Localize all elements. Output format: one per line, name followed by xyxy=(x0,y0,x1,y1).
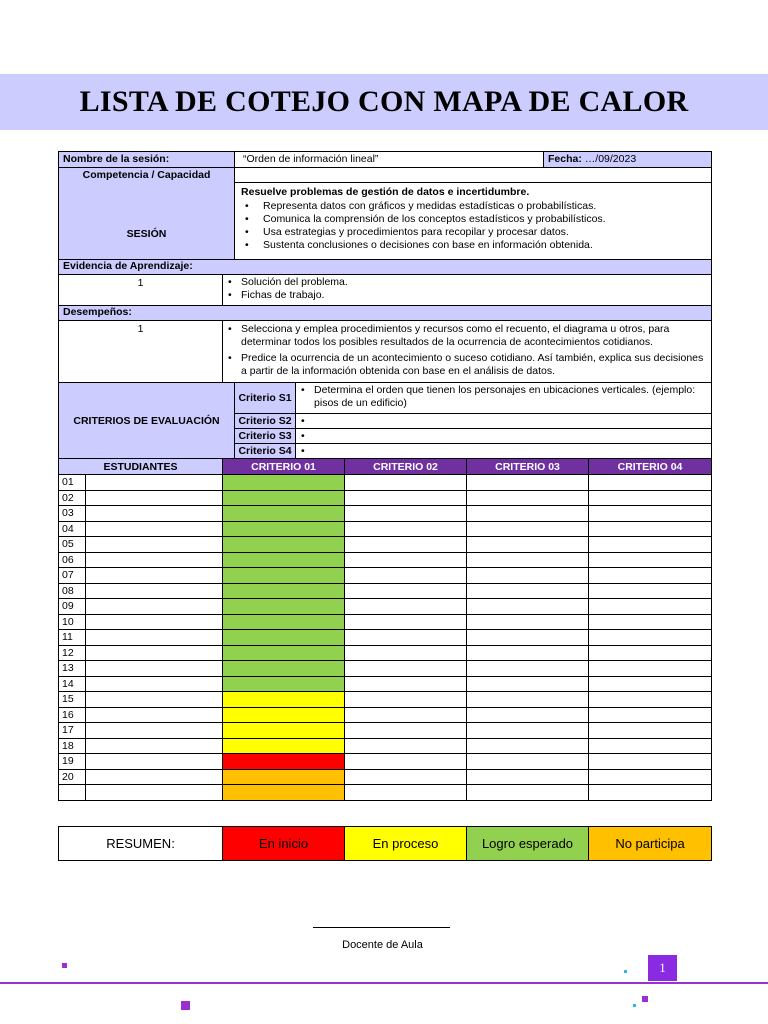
criterio-1-cell xyxy=(223,738,345,754)
criterio-4-cell xyxy=(589,614,712,630)
sesion-label: SESIÓN xyxy=(126,228,167,240)
student-number: 09 xyxy=(59,599,86,615)
student-name-cell xyxy=(86,754,223,770)
student-name-cell xyxy=(86,583,223,599)
student-row xyxy=(59,630,712,646)
criterio-3-cell xyxy=(467,723,589,739)
criterio-4-cell xyxy=(589,785,712,801)
heatmap-body xyxy=(59,475,712,801)
criterio-2-cell xyxy=(345,723,467,739)
student-row xyxy=(59,769,712,785)
student-row xyxy=(59,583,712,599)
student-row xyxy=(59,738,712,754)
criterio-s2-label: Criterio S2 xyxy=(235,414,296,429)
criterio-1-cell xyxy=(223,785,345,801)
resumen-label: RESUMEN: xyxy=(59,827,223,861)
criterio-1-cell xyxy=(223,568,345,584)
student-name-cell xyxy=(86,475,223,491)
criterio-3-cell xyxy=(467,537,589,553)
criterio-2-cell xyxy=(345,475,467,491)
student-number: 10 xyxy=(59,614,86,630)
evidencia-item: • Fichas de trabajo. xyxy=(227,289,707,302)
student-row xyxy=(59,568,712,584)
criterio-s3-content xyxy=(296,429,712,444)
criterio-1-cell xyxy=(223,506,345,522)
student-name-cell xyxy=(86,537,223,553)
criterio-3-cell xyxy=(467,707,589,723)
decor-dot-icon xyxy=(633,1004,636,1007)
criterio-4-cell xyxy=(589,630,712,646)
criterio-2-cell xyxy=(345,661,467,677)
student-row xyxy=(59,676,712,692)
criterio-4-cell xyxy=(589,490,712,506)
student-name-cell xyxy=(86,769,223,785)
student-row xyxy=(59,754,712,770)
student-number: 04 xyxy=(59,521,86,537)
session-name-label: Nombre de la sesión: xyxy=(59,152,235,168)
evidencia-content xyxy=(223,275,712,306)
capacidad-item: • Usa estrategias y procedimientos para recopilar y procesar datos. xyxy=(241,226,705,239)
student-number: 01 xyxy=(59,475,86,491)
desempenos-content xyxy=(223,321,712,383)
criterio-3-cell xyxy=(467,769,589,785)
student-row xyxy=(59,490,712,506)
criterio-1-cell xyxy=(223,723,345,739)
criterio-3-cell xyxy=(467,583,589,599)
student-row xyxy=(59,506,712,522)
criterio-header: CRITERIO 04 xyxy=(589,459,712,475)
criterio-3-cell xyxy=(467,490,589,506)
competencia-blank-row xyxy=(235,168,711,183)
criterio-2-cell xyxy=(345,583,467,599)
student-name-cell xyxy=(86,676,223,692)
criterio-1-cell xyxy=(223,692,345,708)
criterio-4-cell xyxy=(589,506,712,522)
criterio-4-cell xyxy=(589,475,712,491)
signature-label: Docente de Aula xyxy=(342,939,423,951)
criterio-s4-label: Criterio S4 xyxy=(235,444,296,460)
legend-logro-esperado: Logro esperado xyxy=(467,827,589,861)
student-number: 08 xyxy=(59,583,86,599)
student-name-cell xyxy=(86,506,223,522)
date-label: Fecha: xyxy=(548,153,582,165)
criterio-3-cell xyxy=(467,645,589,661)
criterio-4-cell xyxy=(589,661,712,677)
student-number: 14 xyxy=(59,676,86,692)
criterio-3-cell xyxy=(467,475,589,491)
student-name-cell xyxy=(86,661,223,677)
bullet-icon: • xyxy=(301,414,305,427)
signature-line xyxy=(313,927,450,928)
session-name-value: “Orden de información lineal” xyxy=(235,152,544,168)
student-number: 18 xyxy=(59,738,86,754)
student-number: 06 xyxy=(59,552,86,568)
decor-square-icon xyxy=(642,996,648,1002)
criterio-2-cell xyxy=(345,490,467,506)
criterio-2-cell xyxy=(345,630,467,646)
desempenos-list xyxy=(227,323,707,378)
criterio-4-cell xyxy=(589,738,712,754)
capacidad-item: • Comunica la comprensión de los conceptos estadísticos y probabilísticos. xyxy=(241,213,705,226)
page-title: LISTA DE COTEJO CON MAPA DE CALOR xyxy=(79,85,689,118)
criterio-2-cell xyxy=(345,738,467,754)
student-name-cell xyxy=(86,490,223,506)
student-number: 03 xyxy=(59,506,86,522)
resumen-legend xyxy=(58,826,712,861)
session-info-table xyxy=(58,151,712,460)
criterio-4-cell xyxy=(589,676,712,692)
student-name-cell xyxy=(86,599,223,615)
student-row xyxy=(59,661,712,677)
student-name-cell xyxy=(86,707,223,723)
student-row xyxy=(59,645,712,661)
student-name-cell xyxy=(86,738,223,754)
student-number: 20 xyxy=(59,769,86,785)
criterio-1-cell xyxy=(223,676,345,692)
criterio-s1-content xyxy=(296,383,712,414)
criterio-2-cell xyxy=(345,645,467,661)
student-number: 19 xyxy=(59,754,86,770)
student-name-cell xyxy=(86,692,223,708)
criterio-1-cell xyxy=(223,707,345,723)
student-row xyxy=(59,537,712,553)
competencia-label: Competencia / Capacidad xyxy=(82,169,211,181)
student-row xyxy=(59,785,712,801)
criterio-2-cell xyxy=(345,692,467,708)
student-name-cell xyxy=(86,568,223,584)
student-name-cell xyxy=(86,630,223,646)
criterio-1-cell xyxy=(223,754,345,770)
criterio-header: CRITERIO 02 xyxy=(345,459,467,475)
legend-en-inicio: En inicio xyxy=(223,827,345,861)
legend-en-proceso: En proceso xyxy=(345,827,467,861)
evidencia-label: Evidencia de Aprendizaje: xyxy=(59,260,712,275)
criterio-3-cell xyxy=(467,599,589,615)
criterio-header: CRITERIO 03 xyxy=(467,459,589,475)
criterio-4-cell xyxy=(589,537,712,553)
criterio-3-cell xyxy=(467,521,589,537)
evidencia-number: 1 xyxy=(59,275,223,306)
criterio-1-cell xyxy=(223,552,345,568)
student-row xyxy=(59,614,712,630)
criterio-s2-content xyxy=(296,414,712,429)
session-date xyxy=(544,152,712,168)
page-number: 1 xyxy=(648,955,677,981)
student-number: 05 xyxy=(59,537,86,553)
criterio-4-cell xyxy=(589,723,712,739)
student-number: 07 xyxy=(59,568,86,584)
desempeno-item: • Predice la ocurrencia de un acontecimiento o suceso cotidiano. Así también, explica sus decisiones a partir de la información obtenida con base en el análisis de datos. xyxy=(227,352,707,378)
criterio-3-cell xyxy=(467,661,589,677)
criterio-1-cell xyxy=(223,769,345,785)
student-number: 16 xyxy=(59,707,86,723)
criterio-2-cell xyxy=(345,785,467,801)
student-row xyxy=(59,707,712,723)
criterio-header: CRITERIO 01 xyxy=(223,459,345,475)
student-row xyxy=(59,692,712,708)
decor-square-icon xyxy=(62,963,67,968)
criterio-1-cell xyxy=(223,475,345,491)
student-name-cell xyxy=(86,552,223,568)
criterio-2-cell xyxy=(345,552,467,568)
criterio-4-cell xyxy=(589,521,712,537)
student-name-cell xyxy=(86,521,223,537)
student-row xyxy=(59,723,712,739)
student-number: 02 xyxy=(59,490,86,506)
criterio-4-cell xyxy=(589,754,712,770)
criterio-4-cell xyxy=(589,568,712,584)
capacidades-list xyxy=(241,200,705,252)
desempenos-label: Desempeños: xyxy=(59,306,712,321)
criterio-4-cell xyxy=(589,692,712,708)
decor-dot-icon xyxy=(624,970,627,973)
criterio-s3-label: Criterio S3 xyxy=(235,429,296,444)
footer-line xyxy=(0,982,768,984)
evidencia-list xyxy=(227,276,707,302)
capacidad-item: • Representa datos con gráficos y medidas estadísticas o probabilísticas. xyxy=(241,200,705,213)
student-name-cell xyxy=(86,785,223,801)
criterio-2-cell xyxy=(345,506,467,522)
student-number: 15 xyxy=(59,692,86,708)
student-number: 12 xyxy=(59,645,86,661)
date-value: …/09/2023 xyxy=(584,153,637,165)
criterio-s1-text: • Determina el orden que tienen los personajes en ubicaciones verticales. (ejemplo: pisos de un edificio) xyxy=(300,384,707,410)
heatmap-table xyxy=(58,458,712,801)
criterio-1-cell xyxy=(223,614,345,630)
student-number: 13 xyxy=(59,661,86,677)
criterio-3-cell xyxy=(467,754,589,770)
criterio-s1-label: Criterio S1 xyxy=(235,383,296,414)
criterio-3-cell xyxy=(467,506,589,522)
desempeno-item: • Selecciona y emplea procedimientos y recursos como el recuento, el diagrama u otros, para determinar todos los posibles resultados de la ocurrencia de acontecimientos cotidianos. xyxy=(227,323,707,349)
criterio-2-cell xyxy=(345,568,467,584)
student-name-cell xyxy=(86,723,223,739)
criterio-s1-list xyxy=(300,384,707,410)
criterio-2-cell xyxy=(345,614,467,630)
desempenos-number: 1 xyxy=(59,321,223,383)
student-row xyxy=(59,552,712,568)
legend-no-participa: No participa xyxy=(589,827,712,861)
criterio-2-cell xyxy=(345,754,467,770)
criterio-2-cell xyxy=(345,599,467,615)
criterio-1-cell xyxy=(223,537,345,553)
criterio-3-cell xyxy=(467,676,589,692)
criterio-1-cell xyxy=(223,645,345,661)
student-row xyxy=(59,599,712,615)
student-row xyxy=(59,475,712,491)
criterio-1-cell xyxy=(223,599,345,615)
student-name-cell xyxy=(86,614,223,630)
criterio-3-cell xyxy=(467,692,589,708)
competencia-cell xyxy=(59,168,235,260)
criterio-1-cell xyxy=(223,521,345,537)
student-row xyxy=(59,521,712,537)
title-band xyxy=(0,74,768,130)
evidencia-item: • Solución del problema. xyxy=(227,276,707,289)
criterio-3-cell xyxy=(467,738,589,754)
criterio-3-cell xyxy=(467,785,589,801)
capacidad-item: • Sustenta conclusiones o decisiones con base en información obtenida. xyxy=(241,239,705,252)
student-number: 17 xyxy=(59,723,86,739)
criterio-3-cell xyxy=(467,568,589,584)
student-name-cell xyxy=(86,645,223,661)
criterio-1-cell xyxy=(223,583,345,599)
student-number xyxy=(59,785,86,801)
competencia-content xyxy=(235,168,712,260)
criterio-2-cell xyxy=(345,676,467,692)
criterio-3-cell xyxy=(467,630,589,646)
criterio-1-cell xyxy=(223,661,345,677)
criterio-3-cell xyxy=(467,614,589,630)
criterio-4-cell xyxy=(589,552,712,568)
criterio-2-cell xyxy=(345,521,467,537)
criterios-label: CRITERIOS DE EVALUACIÓN xyxy=(59,383,235,460)
bullet-icon: • xyxy=(301,445,305,457)
criterio-3-cell xyxy=(467,552,589,568)
decor-square-icon xyxy=(181,1001,190,1010)
criterio-4-cell xyxy=(589,599,712,615)
students-header: ESTUDIANTES xyxy=(59,459,223,475)
bullet-icon: • xyxy=(301,429,305,442)
criterio-2-cell xyxy=(345,707,467,723)
student-number: 11 xyxy=(59,630,86,646)
criterio-1-cell xyxy=(223,630,345,646)
criterio-2-cell xyxy=(345,769,467,785)
criterio-4-cell xyxy=(589,769,712,785)
criterio-2-cell xyxy=(345,537,467,553)
criterio-1-cell xyxy=(223,490,345,506)
criterio-4-cell xyxy=(589,583,712,599)
competencia-title: Resuelve problemas de gestión de datos e incertidumbre. xyxy=(241,186,530,198)
criterio-4-cell xyxy=(589,645,712,661)
criterio-4-cell xyxy=(589,707,712,723)
